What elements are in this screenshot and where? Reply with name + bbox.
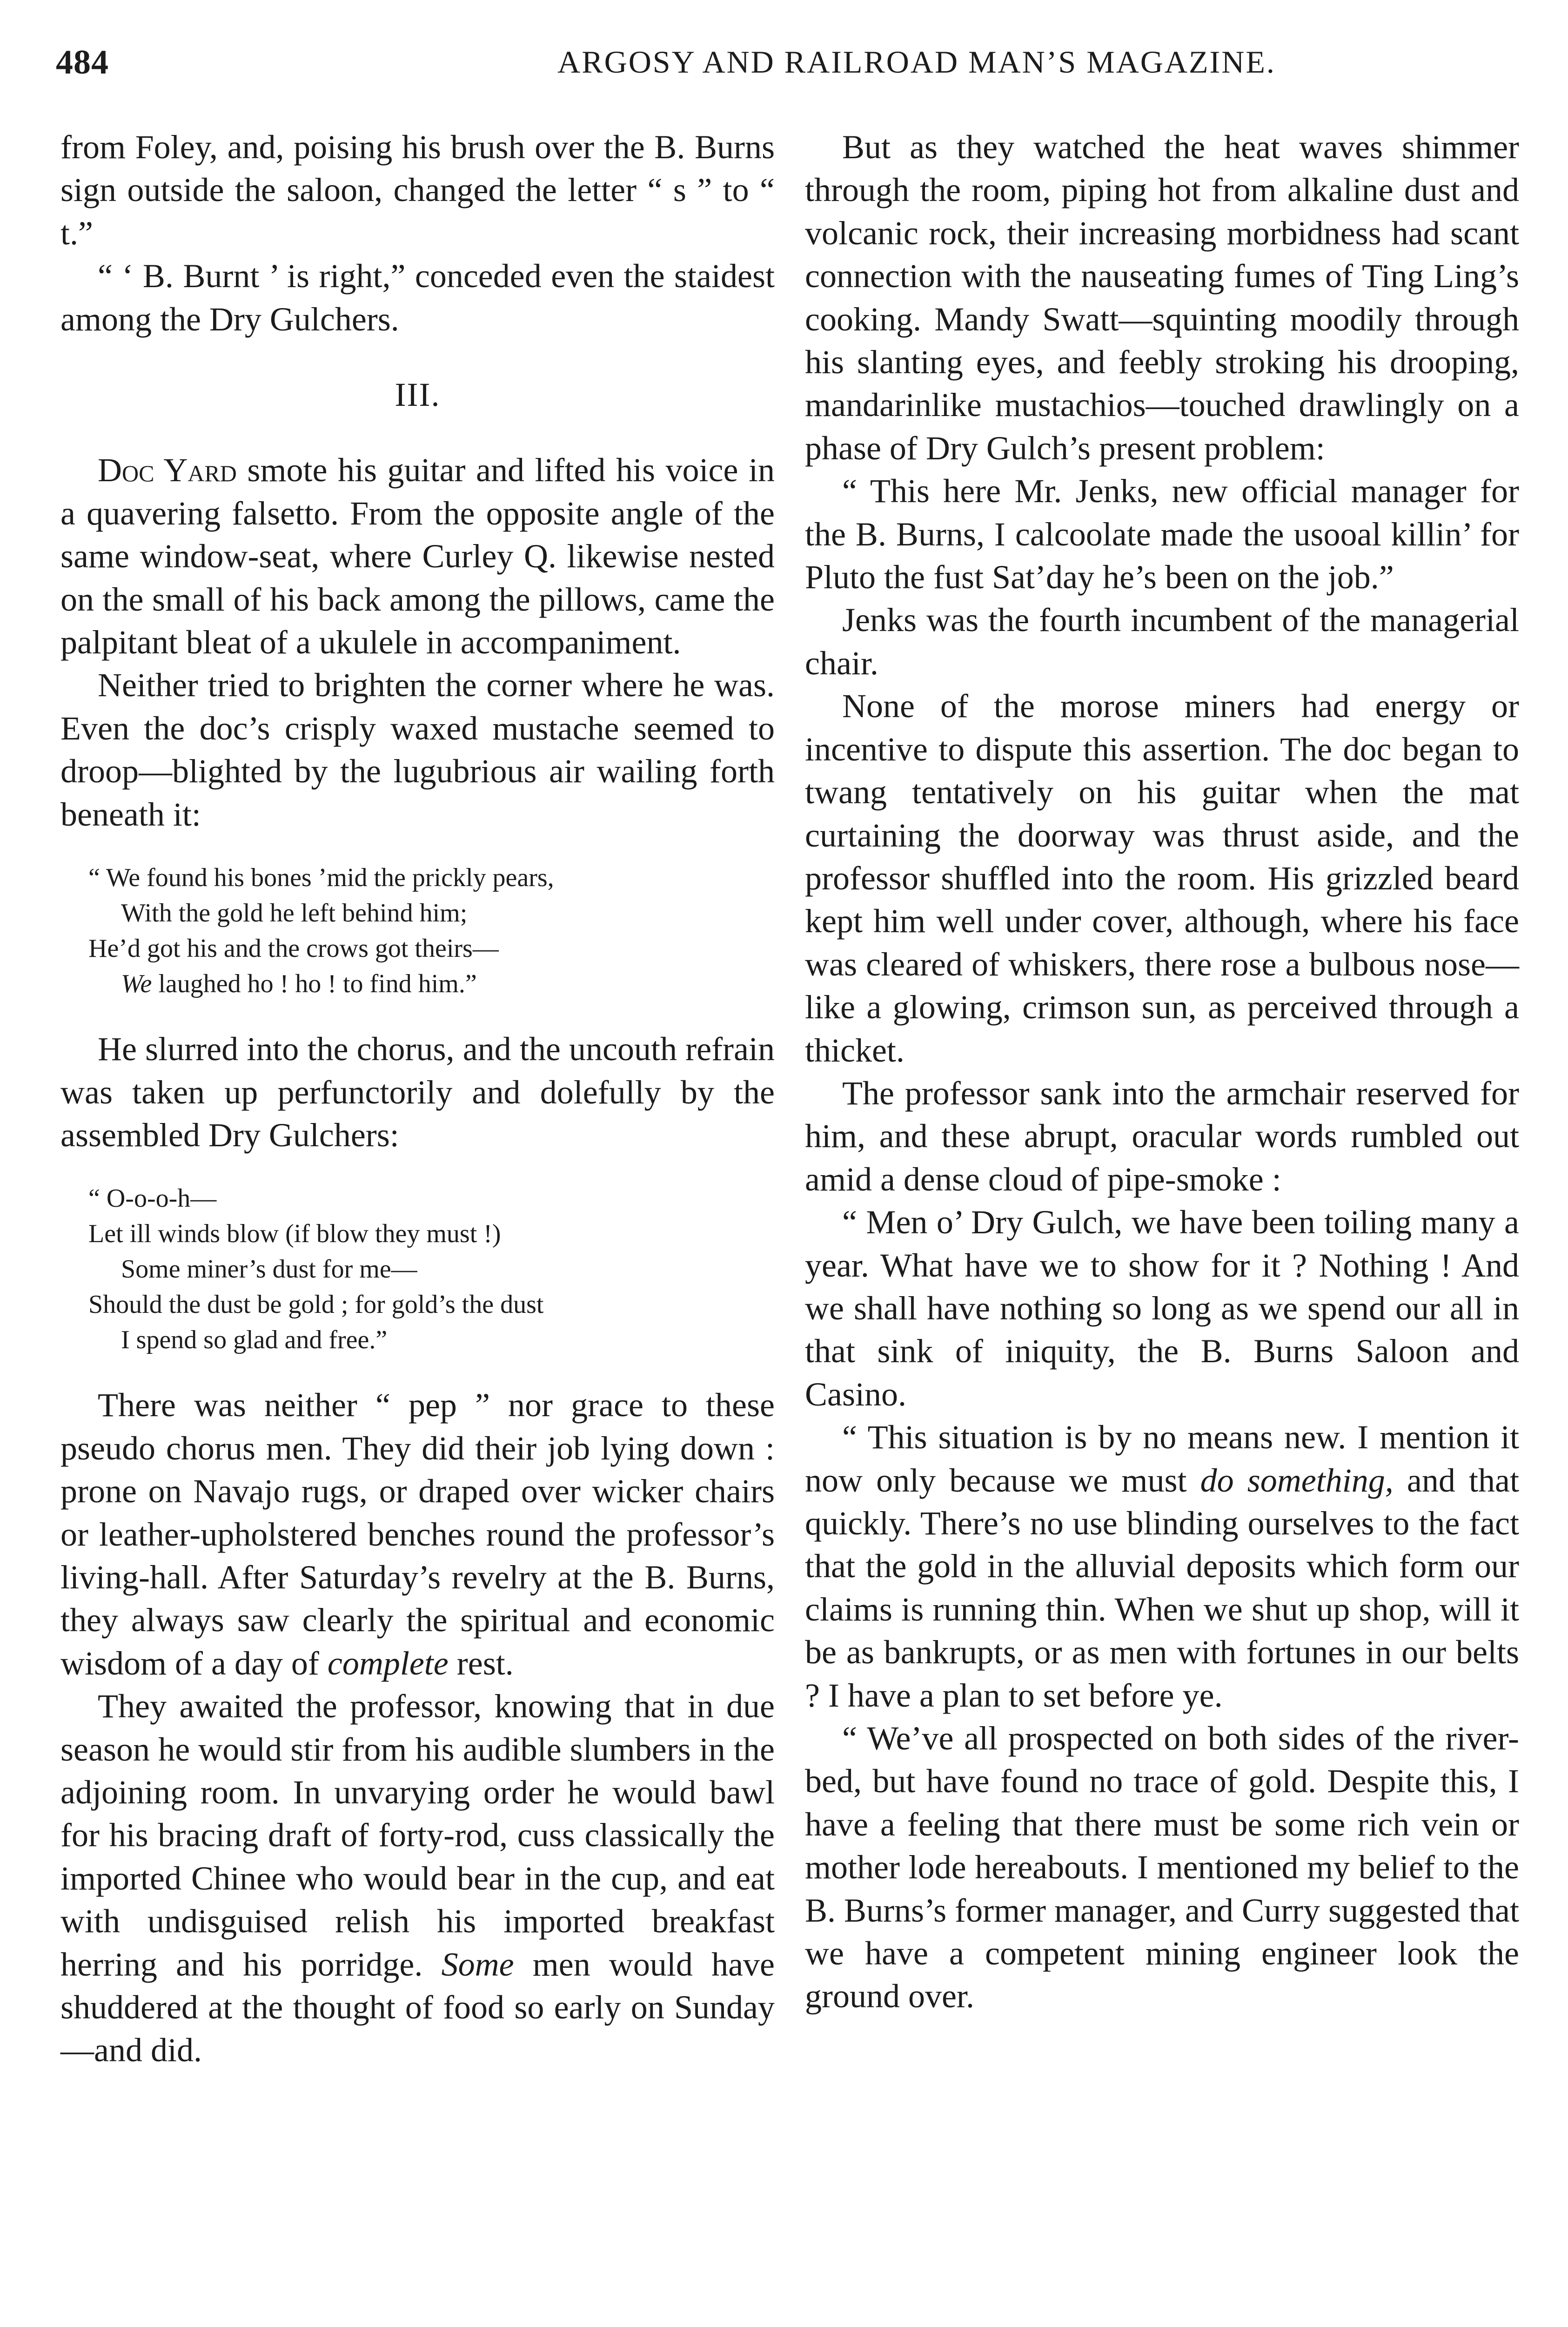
paragraph: “ We’ve all prospected on both sides of the river-bed, but have found no trace of gold. Despite this, I have a feeling that there must be some rich vein or mother lode hereabouts. I mentioned my belief to the B. Burns’s former manager, and Curry suggested that we have a competent mining engineer look the ground over. [805,1720,1519,2015]
verse-line: He’d got his and the crows got theirs— [88,934,499,963]
paragraph-text: There was neither “ pep ” nor grace to these pseudo chorus men. They did their job lying down : prone on Navajo rugs, or draped over wicker chairs or leather-upholstered benches round the professor’s living-hall. After Saturday’s revelry at the B. Burns, they always saw clearly the spiritual and economic wisdom of a day of [60,1386,775,1682]
verse-line: “ We found his bones ’mid the prickly pears, [88,863,554,893]
paragraph-text: “ This situation is by no means new. I mention it now only because we must [805,1419,1519,1499]
paragraph: None of the morose miners had energy or incentive to dispute this assertion. The doc began to twang tentatively on his guitar when the mat curtaining the doorway was thrust aside, and the professor shuffled into the room. His grizzled beard kept him well under cover, although, where his face was cleared of whiskers, there rose a bulbous nose—like a glowing, crimson sun, as perceived through a thicket. [805,687,1519,1069]
emphasis: Some [441,1945,514,1983]
emphasis: complete [327,1644,449,1682]
right-column [805,126,1519,2018]
emphasis: We [121,969,152,999]
section-number: III. [395,376,441,414]
paragraph [60,1384,775,1685]
verse-line: Should the dust be gold ; for gold’s the dust [88,1290,544,1319]
verse-line: Some miner’s dust for me— [121,1255,417,1284]
paragraph: Jenks was the fourth incumbent of the managerial chair. [805,601,1519,682]
verse-line: With the gold he left behind him; [121,899,468,928]
song-chorus [88,1181,775,1358]
paragraph-text: They awaited the professor, knowing that in due season he would stir from his audible slumbers in the adjoining room. In unvarying order he would bawl for his bracing draft of forty-rod, cuss classically the imported Chinee who would bear in the cup, and eat with undisguised relish his imported breakfast herring and his porridge. [60,1688,775,1983]
verse-line [88,966,775,1002]
page-header [56,43,1517,99]
verse-line: I spend so glad and free.” [121,1325,388,1355]
paragraph: “ Men o’ Dry Gulch, we have been toiling many a year. What have we to show for it ? Nothing ! And we shall have nothing so long as we spend our all in that sink of iniquity, the B. Burns Saloon and Casino. [805,1204,1519,1413]
page-number: 484 [56,43,109,81]
paragraph: Neither tried to brighten the corner where he was. Even the doc’s crisply waxed mustache seemed to droop—blighted by the lugubrious air wailing forth beneath it: [60,666,775,833]
emphasis: do something, [1200,1461,1394,1499]
verse-line: Let ill winds blow (if blow they must !) [88,1219,501,1249]
character-name: Doc Yard [98,451,237,489]
paragraph: from Foley, and, poising his brush over the B. Burns sign outside the saloon, changed the letter “ s ” to “ t.” [60,128,775,252]
paragraph-text: rest. [448,1644,514,1682]
paragraph: He slurred into the chorus, and the uncouth refrain was taken up perfunctorily and dolefully by the assembled Dry Gulchers: [60,1030,775,1154]
paragraph-text: and that quickly. There’s no use blinding ourselves to the fact that the gold in the alluvial deposits which form our claims is running thin. When we shut up shop, will it be as bankrupts, or as men with fortunes in our belts ? I have a plan to set before ye. [805,1461,1520,1714]
paragraph-text: men would have shuddered at the thought of food so early on Sunday—and did. [60,1945,775,2069]
paragraph [60,449,775,664]
verse-line: “ O-o-o-h— [88,1184,217,1213]
running-head: ARGOSY AND RAILROAD MAN’S MAGAZINE. [557,44,1276,80]
paragraph [60,1685,775,2072]
verse-text: laughed ho ! ho ! to find him.” [152,969,477,999]
song-verse [88,860,775,1002]
paragraph [805,1416,1519,1717]
paragraph-text: smote his guitar and lifted his voice in a quavering falsetto. From the opposite angle of the same window-seat, where Curley Q. likewise nested on the small of his back among the pillows, came the palpitant bleat of a ukulele in accompaniment. [60,451,775,661]
left-column [60,126,775,2072]
paragraph: “ This here Mr. Jenks, new official manager for the B. Burns, I calcoolate made the usooal killin’ for Pluto the fust Sat’day he’s been on the job.” [805,472,1519,596]
paragraph: The professor sank into the armchair reserved for him, and these abrupt, oracular words rumbled out amid a dense cloud of pipe-smoke : [805,1074,1519,1198]
paragraph: “ ‘ B. Burnt ’ is right,” conceded even the staidest among the Dry Gulchers. [60,257,775,338]
paragraph: But as they watched the heat waves shimmer through the room, piping hot from alkaline dust and volcanic rock, their increasing morbidness had scant connection with the nauseating fumes of Ting Ling’s cooking. Mandy Swatt—squinting moodily through his slanting eyes, and feebly stroking his drooping, mandarinlike mustachios—touched drawlingly on a phase of Dry Gulch’s present problem: [805,128,1519,467]
